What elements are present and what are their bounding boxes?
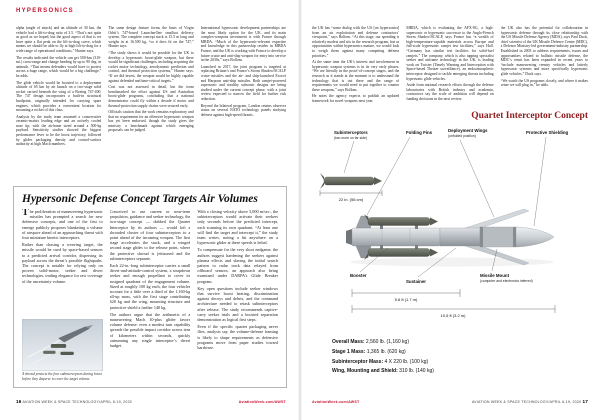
stat-value: 1,365 lb. (620 kg) xyxy=(366,348,406,355)
body-paragraph: Each 22-in.-long subinterceptor carries a small divert-and-attitude-control system, a strapdown seeker and enough propellant to cover its assigned quadrant of the engagement volume. Sized at roughly 100 kg each, the four vehicles account for a little over a third of the 1,160-kg all-up mass, with the first stage contributing 620 kg and the wing, mounting structure and protective shield a further 140 kg. xyxy=(109,263,191,310)
leader-line xyxy=(460,140,494,217)
footer-left-group xyxy=(16,399,132,404)
site-url: AviationWeek.com/AWST xyxy=(312,400,360,404)
stat-wing-mounting-shield xyxy=(332,367,434,377)
text-column xyxy=(16,26,101,180)
magazine-name: AVIATION WEEK & SPACE TECHNOLOGY/APRIL 6-19, 2020 xyxy=(22,400,132,404)
sustainer-body xyxy=(440,228,480,246)
stat-value: 4 X 220 lb. (100 kg) xyxy=(384,358,429,365)
body-paragraph: Rather than chasing a weaving target, the missile would be cued by space-based sensors to a predicted arrival corridor, dispersing its payload across the threat’s possible flightpaths. The concept is notable for relying only on proven solid-motor, seeker and divert technologies, trading elegance for raw coverage of the uncertainty volume. xyxy=(22,242,103,284)
text-column xyxy=(110,209,191,381)
booster-body xyxy=(352,228,440,246)
dimension-line-stage xyxy=(352,289,460,297)
diagram-stats xyxy=(332,338,434,377)
body-paragraph: Cost was not assessed in detail, but the team benchmarked the effort against US and Australian boost-glide programs, concluding that a national demonstrator could fly within a decade if motor and thermal-protection supply chains were secured early. xyxy=(108,85,194,108)
right-page-columns xyxy=(312,26,588,110)
stat-value: 310 lb. (140 kg) xyxy=(399,368,434,375)
rocket-nozzle xyxy=(346,229,352,245)
label-missile-mount: Missile Mount xyxy=(480,273,510,278)
stat-value: 2,560 lb. (1,160 kg) xyxy=(365,339,410,345)
body-paragraph: Officials caution that the work remains exploratory and that no requirement for an offensive hypersonic weapon has yet been endorsed, though the study gives the ministry a benchmark against which emerging proposals can be judged. xyxy=(108,110,194,133)
section-label: HYPERSONICS xyxy=(16,8,74,14)
feature-title: Hypersonic Defense Concept Targets Air Volumes xyxy=(22,193,258,205)
text-column xyxy=(197,209,278,381)
body-paragraph: “We watch the US programs closely, and where it makes sense we will plug in,” he adds. xyxy=(500,78,588,88)
body-paragraph: Analysis by the study team assumed a conservative ceramic-matrix leading edge and an actively cooled nose tip, with the airframe sized around a 500-kg payload. Sensitivity studies showed the biggest performance lever to be the boost trajectory, followed by glider packaging density and control-surface authority at high Mach numbers. xyxy=(16,114,102,147)
body-paragraph: the UK also has the potential for collaboration in hypersonic defense through its close relationship with the US Missile Defense Agency (MDA), says Paul Duck, chief scientist of the UK Missile Defence Centre (MDC), a Defence Ministry-led government-industry partnership. Established in 2003 to address requirements, issues and opportunities related to ballistic missile defense, the MDC’s remit has been expanded in recent years to “include maneuvering reentry vehicles and latterly hypersonic systems and more specifically hypersonic glide vehicles,” Duck says. xyxy=(500,26,588,76)
feature-columns xyxy=(22,209,278,381)
page-number: 16 xyxy=(16,399,22,404)
stat-label: Overall Mass: xyxy=(332,339,365,345)
label-deployment-wings: Deployment Wings xyxy=(448,128,488,133)
dim-subinterceptor-label: 22 in. (56 cm) xyxy=(338,197,364,202)
body-paragraph: “The study shows it would be possible for the UK to develop a hypersonic boost-glide weapon, but there would be significant challenges, including acquiring the rocket motor technology, aerodynamic prediction and control, and thermal protection systems,” Hunter says. “If we did invest, the weapon would be highly capable against defended and time-critical targets.” xyxy=(108,50,194,83)
label-subinterceptors-sub: (two more on far side) xyxy=(334,136,367,140)
leader-line xyxy=(534,137,546,226)
magazine-name: AVIATION WEEK & SPACE TECHNOLOGY/APRIL 6-19, 2020 xyxy=(471,400,582,404)
stat-label: Stage 1 Mass: xyxy=(332,348,366,355)
label-booster: Booster xyxy=(350,273,367,278)
body-paragraph: the UK has “some dialog with the US [on hypersonics] from an air exploitation and defense contractors’ viewpoint,” says Bollom. “At this stage, our spending is relatively modest and sits in the research program, but as opportunities within hypersonics mature, we would look to weigh them against many competing defense priorities.” xyxy=(312,26,400,58)
dimension-line-subinterceptor xyxy=(320,190,382,196)
stat-subinterceptor-mass xyxy=(332,358,434,368)
text-column xyxy=(312,26,399,110)
body-paragraph: He notes the agency expects to publish an updated framework for novel weapons next year. xyxy=(312,94,400,103)
stat-stage1-mass xyxy=(332,348,434,358)
body-paragraph: The authors argue that the arithmetic of a maneuvering Mach 10-plus glider favors volume defense: even a modest turn capability spreads the possible impact corridor across tens of kilometers within seconds, quickly outrunning any single interceptor’s divert budget. xyxy=(109,311,191,349)
body-paragraph: alpha (angle of attack) and an altitude of 30 km, the vehicle had a lift-to-drag ratio of 3.5. “That’s not quite as good as we hoped, but the good aspect of that is we have quite a flat peak on the lift-to-drag curve, which means we should be able to fly at high lift-to-drag for a wide range of operational conditions,” Hunter says. xyxy=(16,26,102,53)
page-number: 17 xyxy=(582,399,588,404)
diagram-title: Quartet Interceptor Concept xyxy=(471,111,588,121)
page-gutter xyxy=(298,0,302,420)
body-paragraph: At the same time the UK’s interest and involvement in hypersonic weapon systems is in its very early phases. “We are literally in the proof-of-concept stages, and the research as it stands at the moment is to understand the technology that is out there and the range of requirements we would need to put together to counter these weapons,” says Bollom. xyxy=(312,60,400,92)
body-paragraph: To compensate for the very short endgame, the authors suggest hardening the seekers against plasma effects and slaving the initial search pattern to radar track data relayed from offboard sensors, an approach also being examined under DARPA’s Glide Breaker program. xyxy=(197,247,278,284)
stat-label: Subinterceptor Mass: xyxy=(332,358,384,365)
text-column xyxy=(108,26,193,180)
text-column xyxy=(406,26,493,110)
dim-total-label: 10.5 ft (3.2 m) xyxy=(440,313,466,318)
subinterceptor-inset-figure xyxy=(22,319,103,381)
body-paragraph: With a closing velocity above 3,000 m/sec., the subinterceptors would activate their seekers only seconds before the predicted intercept, each scanning its own quadrant. “At least one will find the target and intercept it,” the study team writes, noting a hit anywhere on a hypersonic glider at these speeds is lethal. xyxy=(197,209,278,246)
inset-caption: A shroud protects the four subinterceptors during boost before they disperse to cover the target volume. xyxy=(22,372,102,381)
body-paragraph: The glide vehicle would be boosted to a deployment altitude of 65 km by air launch on a two-stage solid rocket carried beneath the wing of a Boeing 747-400. The 747 design incorporates a built-in structural hardpoint, originally intended for carrying spare engines, which provides a convenient location for mounting a rocket of this class. xyxy=(16,80,102,113)
body-paragraph: Beyond the bilateral program, London retains observer status on several NATO technology panels studying defense against high-speed threats. xyxy=(200,103,286,117)
leader-line xyxy=(344,141,354,173)
text-column xyxy=(501,26,588,110)
body-paragraph: The proliferation of maneuvering hypersonic missiles has prompted a search for new defensive concepts, and one of the first to emerge publicly proposes blanketing a volume of airspace ahead of an approaching threat with four miniature kinetic interceptors. xyxy=(22,209,103,241)
body-paragraph: The same design feature forms the basis of Virgin Orbit’s 747-based LauncherOne smallsat delivery system. The complete concept stack is 15.5 m long and weighs in at 16,500 kg, “so it does fit on the 747,” Hunter says. xyxy=(108,26,194,49)
subinterceptor-tube-bottom xyxy=(368,249,430,257)
label-deployment-wings-sub: (unfolded position) xyxy=(448,134,476,138)
footer-right xyxy=(312,399,588,404)
feature-article xyxy=(13,186,287,388)
footer-right-group xyxy=(472,399,588,404)
left-page-columns xyxy=(16,26,286,180)
label-protective-shielding: Protective Shielding xyxy=(526,130,569,135)
protective-shielding-nose xyxy=(516,227,554,247)
footer-left xyxy=(16,399,286,404)
body-paragraph: Conceived to use current or near-term propulsion, guidance and seeker technology, the two-stage concept — dubbed the Quartet Interceptor by its authors — would loft a shrouded cluster of four subinterceptors to a point ahead of the incoming weapon. The first stage accelerates the stack, and a winged second stage glides to the release point, where the protective shroud is jettisoned and the subinterceptors separate. xyxy=(109,209,191,261)
dim-stage-label: 5.6 ft (1.7 m) xyxy=(394,297,418,302)
dimension-line-total xyxy=(352,305,555,313)
text-column xyxy=(201,26,286,180)
stat-overall-mass xyxy=(332,338,434,348)
label-sustainer: Sustainer xyxy=(406,279,427,284)
body-paragraph: Even if the specific quartet packaging never flies, analysts say, the volume-defense framing is likely to shape requirements as defensive programs move from paper studies toward hardware. xyxy=(197,324,278,351)
label-folding-fins: Folding Fins xyxy=(406,130,433,135)
label-missile-mount-sub: (computer and electronics inferred) xyxy=(480,279,533,283)
stat-label: Wing, Mounting and Shield: xyxy=(332,368,398,375)
leader-line xyxy=(367,137,410,215)
body-paragraph: Aside from national research efforts through the defense laboratories with British industry and academia, contractors say the scale of ambition will depend on funding decisions in the next review. xyxy=(406,83,494,101)
text-column xyxy=(22,209,103,381)
detached-subinterceptor xyxy=(324,177,374,185)
label-subinterceptors: Subinterceptors xyxy=(334,130,368,135)
quartet-interceptor-diagram xyxy=(310,125,590,335)
subinterceptor-inset-image xyxy=(22,319,103,371)
body-paragraph: The results indicated the vehicle can get 500-km (310-mi.) cross-range and change heading by up to 90 deg. in azimuth. “That means defenders would have to protect across a huge range, which would be a big challenge,” he adds. xyxy=(16,55,102,78)
site-url: AviationWeek.com/AWST xyxy=(238,400,286,404)
subinterceptor-tube-top xyxy=(368,218,430,226)
body-paragraph: MBDA, which is evaluating the AFX-8G, a high-supersonic or hypersonic successor to the Anglo-French Storm Shadow/SCALP, says France has “a wealth of high-temperature-capable materials across Europe and full-scale hypersonic ramjet test facilities,” says Hall. “Germany has similar test facilities for solid-fuel ramjets.” The company, which is also tapping specialist seeker and airframe technology in the UK, is leading work on Twister (Timely Warning and Interception with Space-based Theater surveillance), an endoatmospheric interceptor designed to tackle emerging threats including hypersonic glide vehicles. xyxy=(406,26,494,81)
missile-mount-section xyxy=(480,227,516,247)
body-paragraph: International hypersonic development partnerships are the most likely option for the UK, and its main complex-weapons investment is with France through MBDA. “Much of the hypersonic-relevant expertise and knowledge in this partnership resides in MBDA France, and the UK is working with France to develop a future cruise and anti-ship weapon for entry into service in the 2030s,” says Bollom. xyxy=(200,26,286,63)
body-paragraph: Key open questions include seeker windows that survive boost heating, discrimination against decoys and debris, and the command architecture needed to retask subinterceptors after release. The study recommends captive-carry seeker trials and a boosted separation demonstration as logical first steps. xyxy=(197,285,278,323)
body-paragraph: Launched in 2017, the joint program is targeted at replacing Britain’s and France’s Storm Shadow/SCALP cruise missiles and the air- and ship-launched Exocet and Harpoon anti-ship missiles. Both ramjet-powered supersonic and stealthy subsonic designs are being studied under the current concept phase, with a joint review expected to narrow the field for further risk reduction. xyxy=(200,64,286,101)
